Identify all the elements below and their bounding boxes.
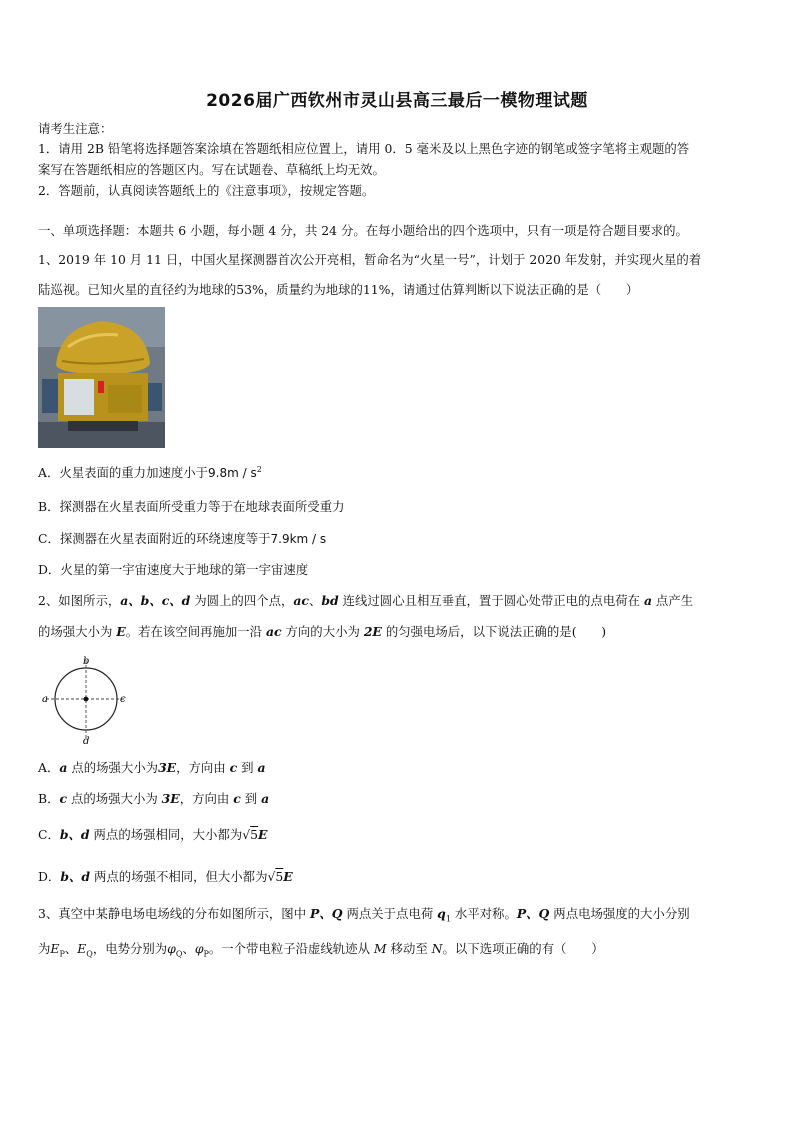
label-c: c bbox=[120, 694, 126, 705]
notice-2: 2．答题前，认真阅读答题纸上的《注意事项》，按规定答题。 bbox=[38, 183, 375, 198]
q2-opt-text: ，方向由 bbox=[179, 791, 234, 806]
q3-sub: P bbox=[203, 949, 209, 959]
mars-probe-illustration bbox=[38, 307, 165, 448]
q3-sub: Q bbox=[86, 949, 93, 959]
q3-sub: P bbox=[59, 949, 65, 959]
q2-text: 方向的大小为 bbox=[281, 624, 364, 639]
q3-var: E bbox=[77, 941, 87, 956]
sqrt-symbol: √5 bbox=[267, 869, 284, 884]
q1-stem-line-a: 1、2019 年 10 月 11 日，中国火星探测器首次公开亮相，暂命名为“火星一号”，计划于 2020 年发射，并实现火星的着 bbox=[38, 252, 702, 267]
label-a: a bbox=[42, 694, 48, 705]
q2-opt-var: 3E bbox=[161, 791, 180, 806]
q3-var: P、Q bbox=[516, 906, 550, 921]
q3-var: φ bbox=[194, 941, 204, 956]
q2-opt-text: B． bbox=[38, 791, 60, 806]
q2-opt-text: 到 bbox=[240, 791, 262, 806]
q3-text: 。一个带电粒子沿虚线轨迹从 bbox=[208, 941, 374, 956]
q2-opt-text: ，方向由 bbox=[176, 760, 230, 775]
q2-opt-var: E bbox=[283, 869, 293, 884]
q2-opt-var: b、d bbox=[59, 827, 90, 842]
q2-opt-text: A． bbox=[38, 760, 60, 775]
q3-text: 、 bbox=[64, 941, 78, 956]
q2-opt-var: a bbox=[257, 760, 266, 775]
q1-option-d: D．火星的第一宇宙速度大于地球的第一宇宙速度 bbox=[38, 562, 309, 577]
label-b: b bbox=[83, 656, 90, 667]
q3-stem-line-b bbox=[38, 940, 760, 963]
q2-opt-var: c bbox=[233, 791, 241, 806]
q1-option-c-value: 7.9km / s bbox=[270, 532, 327, 546]
q3-var: E bbox=[50, 941, 60, 956]
q3-var: M bbox=[373, 941, 387, 956]
center-charge-dot bbox=[84, 697, 89, 702]
q1-option-a-exponent: 2 bbox=[256, 465, 262, 474]
q3-text: 两点关于点电荷 bbox=[342, 906, 438, 921]
mars-probe-photo bbox=[38, 307, 165, 448]
q3-text: 移动至 bbox=[386, 941, 432, 956]
notice-1-line-a: 1．请用 2B 铅笔将选择题答案涂填在答题纸相应位置上，请用 0．5 毫米及以上黑色字迹的钢笔或签字笔将主观题的答 bbox=[38, 141, 690, 156]
q2-text: 、 bbox=[308, 593, 322, 608]
q3-var: φ bbox=[167, 941, 176, 956]
q2-text: 2、如图所示， bbox=[38, 593, 121, 608]
q2-text: 的场强大小为 bbox=[38, 624, 117, 639]
q2-opt-var: c bbox=[59, 791, 68, 806]
q2-var: ac bbox=[293, 593, 309, 608]
sqrt-radicand: 5 bbox=[275, 869, 284, 884]
q2-opt-text: 两点的场强不相同，但大小都为 bbox=[90, 869, 268, 884]
notice-1-line-b: 案写在答题纸相应的答题区内。写在试题卷、草稿纸上均无效。 bbox=[38, 162, 385, 177]
q2-option-b bbox=[38, 790, 760, 808]
sqrt-symbol: √5 bbox=[242, 827, 259, 842]
q2-text: 。若在该空间再施加一沿 bbox=[125, 624, 266, 639]
q3-sub: 1 bbox=[445, 914, 451, 924]
q2-opt-text: 点的场强大小为 bbox=[67, 760, 159, 775]
sqrt-radicand: 5 bbox=[250, 827, 259, 842]
q2-text: 点产生 bbox=[651, 593, 694, 608]
q3-text: 、 bbox=[182, 941, 195, 956]
q2-stem-line-b bbox=[38, 623, 760, 641]
q2-var: a bbox=[643, 593, 652, 608]
q2-var: E bbox=[116, 624, 126, 639]
q2-var: bd bbox=[321, 593, 339, 608]
q2-option-c bbox=[38, 826, 760, 844]
q3-sub: Q bbox=[175, 949, 183, 959]
q2-opt-var: a bbox=[261, 791, 270, 806]
q3-text: 。以下选项正确的有（ ） bbox=[442, 941, 604, 956]
q2-text: 的匀强电场后，以下说法正确的是( ) bbox=[381, 624, 607, 639]
q3-text: ，电势分别为 bbox=[92, 941, 168, 956]
q2-text: 为圆上的四个点， bbox=[190, 593, 294, 608]
q2-option-d bbox=[38, 868, 760, 886]
q3-var: N bbox=[431, 941, 443, 956]
q2-opt-var: a bbox=[59, 760, 68, 775]
q3-text: 3、真空中某静电场电场线的分布如图所示，图中 bbox=[38, 906, 311, 921]
q2-opt-var: c bbox=[229, 760, 238, 775]
section-1-heading: 一、单项选择题：本题共 6 小题，每小题 4 分，共 24 分。在每小题给出的四个选项中，只有一项是符合题目要求的。 bbox=[38, 223, 688, 238]
q1-option-a-text: A．火星表面的重力加速度小于 bbox=[38, 465, 209, 481]
q2-opt-text: 到 bbox=[237, 760, 258, 775]
q3-text: 两点电场强度的大小分别 bbox=[549, 906, 690, 921]
q2-opt-var: b、d bbox=[60, 869, 91, 884]
q2-opt-var: E bbox=[258, 827, 268, 842]
q1-stem-line-b: 陆巡视。已知火星的直径约为地球的53%，质量约为地球的11%，请通过估算判断以下说法正确的是（ ） bbox=[38, 282, 639, 297]
q3-var: q bbox=[437, 906, 446, 921]
q1-option-c bbox=[38, 530, 760, 548]
q1-option-c-text: C．探测器在火星表面附近的环绕速度等于 bbox=[38, 531, 271, 546]
q2-stem-line-a bbox=[38, 592, 760, 610]
q3-text: 水平对称。 bbox=[450, 906, 517, 921]
q1-option-a bbox=[38, 461, 760, 482]
q2-opt-var: 3E bbox=[158, 760, 177, 775]
q2-var: a、b、c、d bbox=[120, 593, 191, 608]
page-title: 2026届广西钦州市灵山县高三最后一模物理试题 bbox=[206, 91, 588, 111]
q3-stem-line-a bbox=[38, 905, 760, 928]
q2-text: 连线过圆心且相互垂直，置于圆心处带正电的点电荷在 bbox=[338, 593, 644, 608]
q2-opt-text: 两点的场强相同，大小都为 bbox=[89, 827, 243, 842]
q2-opt-text: 点的场强大小为 bbox=[67, 791, 162, 806]
label-d: d bbox=[83, 736, 90, 746]
q1-option-b: B．探测器在火星表面所受重力等于在地球表面所受重力 bbox=[38, 499, 345, 514]
q1-option-a-value: 9.8m / s bbox=[208, 466, 257, 481]
q3-text: 为 bbox=[38, 941, 51, 956]
q2-opt-text: D． bbox=[38, 869, 61, 884]
circle-diagram bbox=[40, 654, 130, 746]
q2-option-a bbox=[38, 759, 760, 777]
q2-var: ac bbox=[266, 624, 282, 639]
q2-var: 2E bbox=[363, 624, 382, 639]
q2-opt-text: C． bbox=[38, 827, 60, 842]
q3-var: P、Q bbox=[310, 906, 343, 921]
notice-heading: 请考生注意： bbox=[38, 121, 113, 136]
